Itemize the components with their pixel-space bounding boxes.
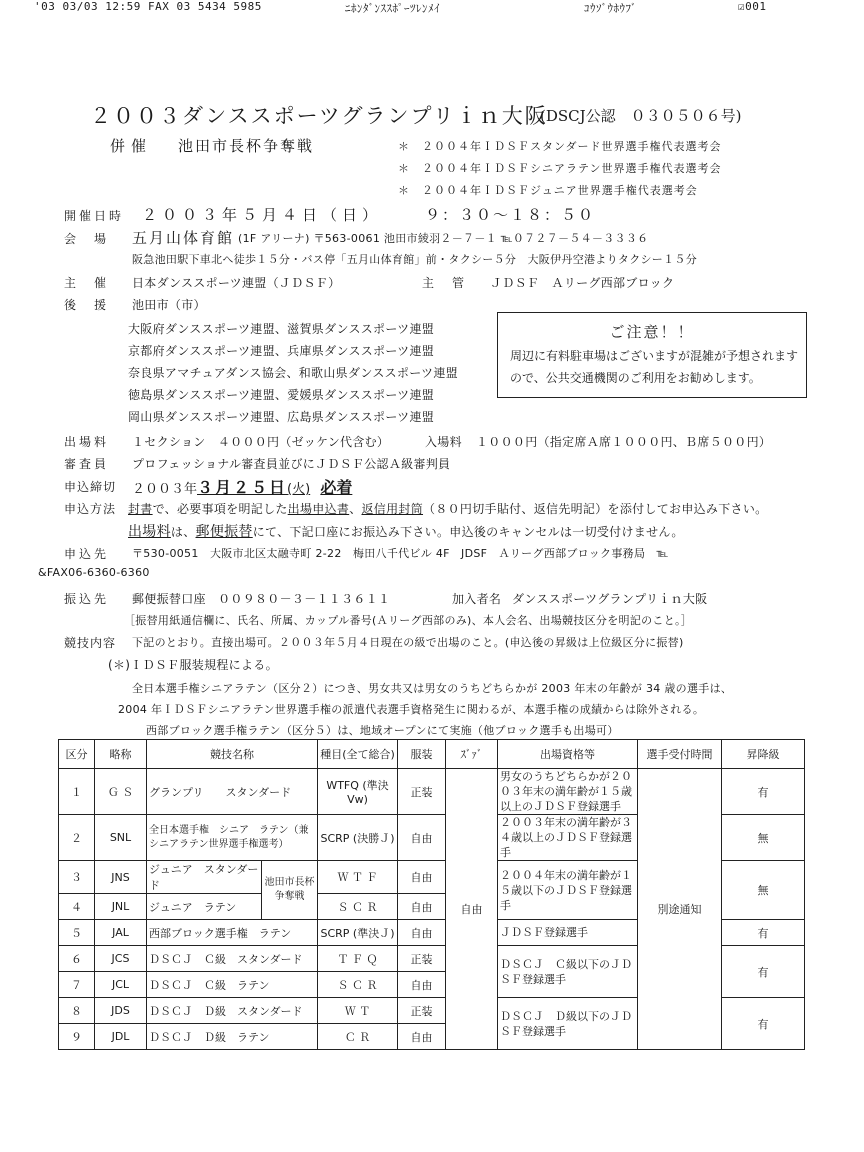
method-label: 申込方法 [64,502,117,516]
method-entry-form: 出場申込書 [287,502,350,516]
cell-dress: 自由 [398,861,446,894]
cell-no: １ [59,769,95,815]
cell-abbr: JCS [95,946,147,972]
cell-promo: 無 [722,861,805,920]
apply-fax: &FAX06-6360-6360 [38,566,150,579]
cell-dress: 正装 [398,769,446,815]
cell-name: グランプリ スタンダード [147,769,318,815]
supporter-item: 徳島県ダンススポーツ連盟、愛媛県ダンススポーツ連盟 [128,388,435,402]
cell-dress: 自由 [398,1024,446,1050]
transfer-value: 郵便振替口座 ００９８０－３－１１３６１１ [132,592,391,606]
deadline-dow: (火) [287,482,311,497]
cell-name: ＤＳＣＪ Ｄ級 ラテン [147,1024,318,1050]
cell-no: ６ [59,946,95,972]
supporter-item: 岡山県ダンススポーツ連盟、広島県ダンススポーツ連盟 [128,410,435,424]
cell-name: ジュニア スタンダード [147,861,262,894]
date-value: ２００３年５月４日（日） [142,206,383,224]
cell-events: Ｔ Ｆ Ｑ [318,946,398,972]
method-text: は、 [170,525,196,539]
note-item: 全日本選手権シニアラテン（区分２）につき、男女共又は男女のうちどちらかが 2003 年末の年齢が 34 歳の選手は、 [132,682,733,695]
judges-value: プロフェッショナル審査員並びにＪＤＳＦ公認Ａ級審判員 [132,457,451,471]
supporter-item: 奈良県アマチュアダンス協会、和歌山県ダンススポーツ連盟 [128,366,458,380]
date-label: 開催日時 [64,209,125,223]
transfer-label: 振込先 [64,592,110,606]
cell-name: 全日本選手権 シニア ラテン（兼シニアラテン世界選手権選考） [147,815,318,861]
venue-detail: (1F アリーナ) 〒563-0061 池田市綾羽２－７－１ ℡０７２７－５４－３３３６ [238,232,649,245]
fee-label: 出場料 [64,435,110,449]
col-header: 競技名称 [147,740,318,769]
cell-dress: 自由 [398,894,446,920]
cell-qual: ＪＤＳＦ登録選手 [498,920,638,946]
judges-label: 審査員 [64,457,110,471]
cell-qual: ２００４年末の満年齢が１５歳以下のＪＤＳＦ登録選手 [498,861,638,920]
cell-promo: 無 [722,815,805,861]
qualifier-2: ＊ ２００４年ＩＤＳＦシニアラテン世界選手権代表選考会 [398,162,722,175]
cell-dress: 自由 [398,815,446,861]
fax-sender: ﾆﾎﾝﾀﾞﾝｽｽﾎﾟｰﾂﾚﾝﾒｲ [345,2,440,15]
col-header: 昇降級 [722,740,805,769]
content-value: 下記のとおり。直接出場可。２００３年５月４日現在の級で出場のこと。(申込後の昇級は上位級区分に振替) [132,636,684,649]
deadline-prefix: ２００３年 [132,482,198,497]
support-label: 後 援 [64,298,110,312]
organizer-label: 主 催 [64,276,110,290]
cell-dress: 自由 [398,972,446,998]
venue-name: 五月山体育館 [132,229,235,247]
cell-events: Ｓ Ｃ Ｒ [318,972,398,998]
cell-abbr: JCL [95,972,147,998]
deadline-note: 必着 [320,478,353,497]
qualifier-1: ＊ ２００４年ＩＤＳＦスタンダード世界選手権代表選考会 [398,140,722,153]
cell-zuban: 自由 [446,769,498,1050]
cell-events: Ｓ Ｃ Ｒ [318,894,398,920]
cell-no: ９ [59,1024,95,1050]
cell-promo: 有 [722,946,805,998]
supporter-item: 京都府ダンススポーツ連盟、兵庫県ダンススポーツ連盟 [128,344,435,358]
cell-reception: 別途通知 [638,769,722,1050]
cell-events: Ｃ Ｒ [318,1024,398,1050]
cell-no: ５ [59,920,95,946]
supporter-item: 大阪府ダンススポーツ連盟、滋賀県ダンススポーツ連盟 [128,322,435,336]
cell-qual: ＤＳＣＪ Ｄ級以下のＪＤＳＦ登録選手 [498,998,638,1050]
cell-name: ＤＳＣＪ Ｃ級 スタンダード [147,946,318,972]
cell-events: Ｗ Ｔ Ｆ [318,861,398,894]
col-header: 服装 [398,740,446,769]
cell-qual: ＤＳＣＪ Ｃ級以下のＪＤＳＦ登録選手 [498,946,638,998]
venue-access: 阪急池田駅下車北へ徒歩１５分・バス停「五月山体育館」前・タクシー５分 大阪伊丹空港よりタクシー１５分 [132,253,697,266]
table-header-row [59,740,805,769]
entry-value: １０００円（指定席Ａ席１０００円、Ｂ席５００円） [476,435,772,449]
fax-page: ☑001 [738,0,767,13]
method-text: 、 [349,502,362,516]
method-text: にて、下記口座にお振込み下さい。申込後のキャンセルは一切受付けません。 [252,525,684,539]
cell-junior-cup: 池田市長杯争奪戦 [262,861,318,920]
page-title: ２００３ダンススポーツグランプリｉｎ大阪 [90,104,548,128]
cell-events: SCRP (準決Ｊ) [318,920,398,946]
account-name: ダンススポーツグランプリｉｎ大阪 [512,592,708,606]
note-item: (＊)ＩＤＳＦ服装規程による。 [108,658,278,672]
col-header: 区分 [59,740,95,769]
method-return-envelope: 返信用封筒 [361,502,424,516]
cell-no: ８ [59,998,95,1024]
apply-value: 〒530-0051 大阪市北区太融寺町 2-22 梅田八千代ビル 4F JDSF Ａリーグ西部ブロック事務局 ℡ [132,547,669,560]
cell-promo: 有 [722,920,805,946]
cohost-name: 池田市長杯争奪戦 [178,137,315,155]
cell-abbr: JAL [95,920,147,946]
transfer-note: ［振替用紙通信欄に、氏名、所属、カップル番号(Ａリーグ西部のみ)、本人会名、出場競技区分を明記のこと。］ [124,614,693,627]
method-line-1 [128,500,767,517]
cell-abbr: JDL [95,1024,147,1050]
method-line-2 [128,521,684,541]
content-label: 競技内容 [64,636,117,650]
col-header: 種目(全て総合) [318,740,398,769]
fax-timestamp: '03 03/03 12:59 FAX 03 5434 5985 [34,0,262,13]
col-header: 選手受付時間 [638,740,722,769]
entry-label: 入場料 [425,435,462,449]
venue-label: 会 場 [64,232,110,246]
method-postal-transfer: 郵便振替 [195,524,253,540]
cell-abbr: Ｇ Ｓ [95,769,147,815]
col-header: ｽﾞｧﾞ [446,740,498,769]
method-text: （８０円切手貼付、返信先明記）を添付してお申込み下さい。 [423,502,768,516]
class-table [58,739,805,1050]
cell-name: 西部ブロック選手権 ラテン [147,920,318,946]
deadline-row [132,475,352,498]
notice-title: ご注意！！ [609,323,695,341]
page-subtitle: (DSCJ公認 ０３０５０６号) [540,107,742,125]
cell-name: ＤＳＣＪ Ｄ級 スタンダード [147,998,318,1024]
fax-recipient: ｺｳｿﾞｳﾎｳﾌﾞ [584,2,637,15]
cell-dress: 正装 [398,946,446,972]
deadline-label: 申込締切 [64,480,117,494]
cell-no: ４ [59,894,95,920]
cell-events: SCRP (決勝Ｊ) [318,815,398,861]
cell-abbr: JNL [95,894,147,920]
cell-abbr: JNS [95,861,147,894]
note-item: 2004 年ＩＤＳＦシニアラテン世界選手権の派遣代表選手資格発生に関わるが、本選手権の成績からは除外される。 [118,703,705,716]
cell-dress: 正装 [398,998,446,1024]
cell-qual: ２００３年末の満年齢が３４歳以上のＪＤＳＦ登録選手 [498,815,638,861]
cell-qual: 男女のうちどちらかが２００３年末の満年齢が１５歳以上のＪＤＳＦ登録選手 [498,769,638,815]
table-row [59,769,805,815]
method-text: で、必要事項を明記した [152,502,288,516]
cell-events: Ｗ Ｔ [318,998,398,1024]
col-header: 略称 [95,740,147,769]
cohost-label: 併催 [110,137,153,155]
manager-value: ＪＤＳＦ Ａリーグ西部ブロック [490,276,675,290]
notice-box [497,312,807,398]
cell-dress: 自由 [398,920,446,946]
deadline-date: ３月２５日 [197,478,288,497]
cell-events: WTFQ (準決Vw) [318,769,398,815]
qualifier-3: ＊ ２００４年ＩＤＳＦジュニア世界選手権代表選考会 [398,184,698,197]
manager-label: 主 管 [422,276,468,290]
apply-label: 申込先 [64,547,110,561]
cell-abbr: SNL [95,815,147,861]
supporter-item: 池田市（市） [132,298,206,312]
cell-name: ジュニア ラテン [147,894,262,920]
note-item: 西部ブロック選手権ラテン（区分５）は、地域オープンにて実施（他ブロック選手も出場可） [146,724,619,737]
fee-value: １セクション ４０００円（ゼッケン代含む） [132,435,390,449]
cell-name: ＤＳＣＪ Ｃ級 ラテン [147,972,318,998]
cell-no: ３ [59,861,95,894]
organizer-value: 日本ダンススポーツ連盟（ＪＤＳＦ） [132,276,341,290]
col-header: 出場資格等 [498,740,638,769]
account-label: 加入者名 [452,592,502,606]
cell-promo: 有 [722,998,805,1050]
cell-abbr: JDS [95,998,147,1024]
cell-promo: 有 [722,769,805,815]
fax-page-number: 001 [745,0,767,13]
notice-body: 周辺に有料駐車場はございますが混雑が予想されますので、公共交通機関のご利用をお勧めします。 [510,349,799,385]
method-envelope: 封書 [128,502,153,516]
cell-no: ２ [59,815,95,861]
method-fee: 出場料 [128,524,171,540]
cell-no: ７ [59,972,95,998]
time-value: ９：３０～１８：５０ [425,206,596,224]
